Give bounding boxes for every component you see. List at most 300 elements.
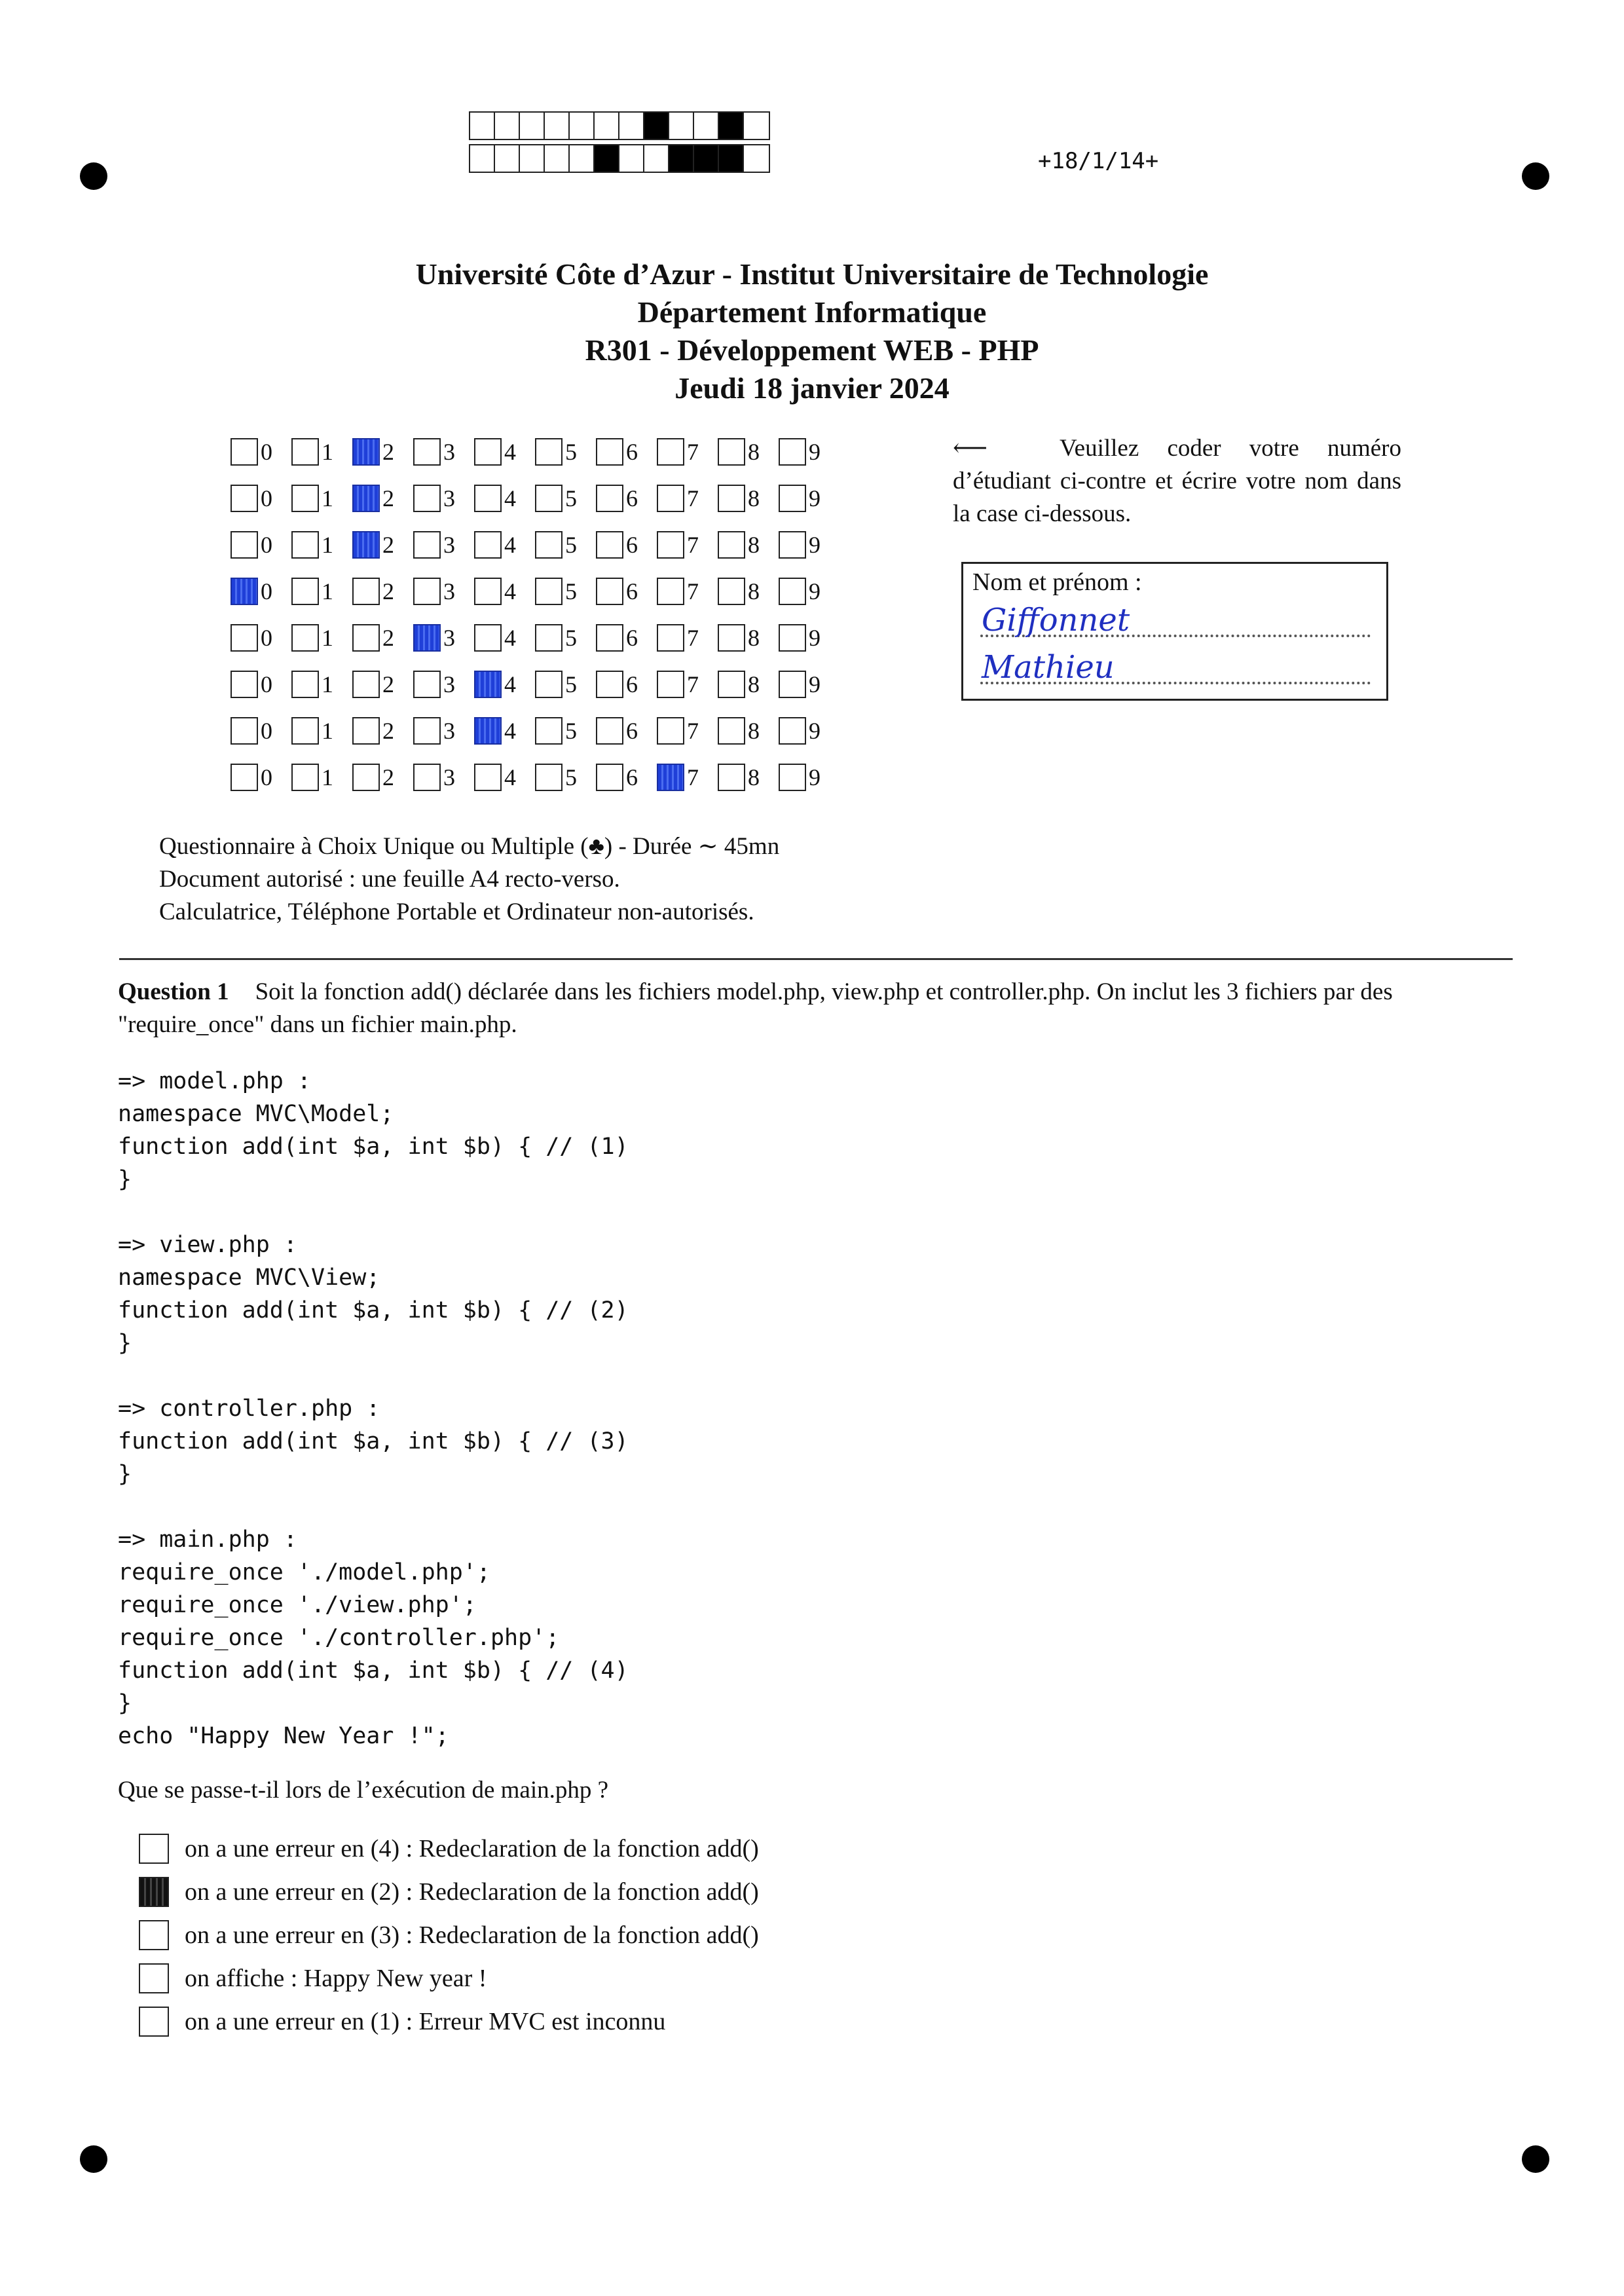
digit-label: 0 bbox=[261, 671, 272, 697]
digit-checkbox[interactable] bbox=[718, 438, 745, 466]
digit-label: 0 bbox=[261, 717, 272, 744]
answer-option[interactable] bbox=[139, 1957, 759, 2000]
barcode-cell bbox=[644, 145, 669, 172]
digit-label: 2 bbox=[382, 624, 394, 651]
digit-checkbox[interactable] bbox=[352, 764, 380, 791]
student-digit-row bbox=[231, 614, 840, 661]
registration-mark-bottom-left bbox=[80, 2145, 107, 2173]
digit-option[interactable] bbox=[596, 438, 657, 466]
digit-option[interactable] bbox=[231, 438, 291, 466]
answer-checkbox[interactable] bbox=[139, 1877, 169, 1907]
digit-label: 1 bbox=[322, 485, 333, 511]
digit-option[interactable] bbox=[779, 764, 840, 791]
digit-label: 7 bbox=[687, 671, 699, 697]
barcode-cell bbox=[470, 145, 495, 172]
digit-checkbox[interactable] bbox=[657, 485, 684, 512]
digit-label: 7 bbox=[687, 531, 699, 558]
digit-checkbox[interactable] bbox=[352, 624, 380, 652]
digit-checkbox[interactable] bbox=[718, 671, 745, 698]
digit-label: 3 bbox=[443, 578, 455, 604]
digit-checkbox[interactable] bbox=[535, 531, 563, 559]
digit-label: 3 bbox=[443, 438, 455, 465]
digit-checkbox[interactable] bbox=[535, 671, 563, 698]
digit-option[interactable] bbox=[291, 438, 352, 466]
digit-checkbox[interactable] bbox=[474, 717, 502, 745]
digit-checkbox[interactable] bbox=[596, 624, 623, 652]
digit-checkbox[interactable] bbox=[596, 578, 623, 605]
digit-checkbox[interactable] bbox=[535, 578, 563, 605]
barcode-cell bbox=[595, 113, 619, 139]
digit-label: 7 bbox=[687, 578, 699, 604]
digit-option[interactable] bbox=[779, 671, 840, 698]
digit-checkbox[interactable] bbox=[291, 485, 319, 512]
digit-option[interactable] bbox=[291, 671, 352, 698]
answer-label: on a une erreur en (2) : Redeclaration de la fonction add() bbox=[185, 1878, 759, 1906]
student-number-grid bbox=[231, 428, 840, 800]
digit-checkbox[interactable] bbox=[352, 578, 380, 605]
digit-checkbox[interactable] bbox=[291, 624, 319, 652]
digit-label: 6 bbox=[626, 624, 638, 651]
barcode-cell bbox=[719, 145, 744, 172]
digit-checkbox[interactable] bbox=[718, 764, 745, 791]
digit-label: 1 bbox=[322, 531, 333, 558]
digit-option[interactable] bbox=[779, 438, 840, 466]
digit-option[interactable] bbox=[413, 531, 474, 559]
barcode-cell bbox=[694, 145, 719, 172]
digit-option[interactable] bbox=[657, 671, 718, 698]
digit-checkbox[interactable] bbox=[474, 624, 502, 652]
exam-info-type: Questionnaire à Choix Unique ou Multiple (♣) - Durée ∼ 45mn bbox=[159, 833, 780, 860]
digit-option[interactable] bbox=[596, 717, 657, 745]
digit-option[interactable] bbox=[657, 764, 718, 791]
code-model: => model.php : namespace MVC\Model; function add(int $a, int $b) { // (1) } bbox=[118, 1068, 629, 1193]
digit-checkbox[interactable] bbox=[291, 578, 319, 605]
digit-checkbox[interactable] bbox=[657, 764, 684, 791]
digit-option[interactable] bbox=[657, 624, 718, 652]
digit-option[interactable] bbox=[291, 578, 352, 605]
digit-option[interactable] bbox=[352, 531, 413, 559]
digit-label: 8 bbox=[748, 531, 760, 558]
digit-option[interactable] bbox=[474, 624, 535, 652]
digit-label: 7 bbox=[687, 764, 699, 790]
digit-option[interactable] bbox=[291, 624, 352, 652]
digit-option[interactable] bbox=[535, 764, 596, 791]
digit-checkbox[interactable] bbox=[718, 485, 745, 512]
digit-option[interactable] bbox=[352, 717, 413, 745]
student-digit-row bbox=[231, 428, 840, 475]
barcode-cell bbox=[570, 113, 595, 139]
digit-label: 1 bbox=[322, 764, 333, 790]
digit-option[interactable] bbox=[413, 671, 474, 698]
digit-checkbox[interactable] bbox=[474, 578, 502, 605]
digit-option[interactable] bbox=[474, 764, 535, 791]
code-controller: => controller.php : function add(int $a, int $b) { // (3) } bbox=[118, 1396, 629, 1487]
digit-checkbox[interactable] bbox=[474, 764, 502, 791]
digit-option[interactable] bbox=[231, 764, 291, 791]
name-line-1 bbox=[972, 598, 1377, 644]
student-digit-row bbox=[231, 707, 840, 754]
digit-label: 3 bbox=[443, 764, 455, 790]
digit-label: 8 bbox=[748, 624, 760, 651]
digit-label: 6 bbox=[626, 671, 638, 697]
digit-checkbox[interactable] bbox=[231, 671, 258, 698]
digit-option[interactable] bbox=[352, 578, 413, 605]
digit-option[interactable] bbox=[779, 624, 840, 652]
digit-option[interactable] bbox=[291, 485, 352, 512]
digit-checkbox[interactable] bbox=[413, 717, 441, 745]
digit-option[interactable] bbox=[413, 717, 474, 745]
answer-checkbox[interactable] bbox=[139, 1834, 169, 1864]
digit-checkbox[interactable] bbox=[291, 531, 319, 559]
digit-option[interactable] bbox=[718, 531, 779, 559]
code-view: => view.php : namespace MVC\View; function add(int $a, int $b) { // (2) } bbox=[118, 1232, 629, 1356]
digit-checkbox[interactable] bbox=[657, 624, 684, 652]
digit-checkbox[interactable] bbox=[718, 717, 745, 745]
digit-checkbox[interactable] bbox=[596, 764, 623, 791]
header-date: Jeudi 18 janvier 2024 bbox=[674, 371, 950, 405]
digit-label: 5 bbox=[565, 671, 577, 697]
digit-label: 9 bbox=[809, 717, 821, 744]
digit-option[interactable] bbox=[718, 438, 779, 466]
digit-label: 8 bbox=[748, 764, 760, 790]
digit-option[interactable] bbox=[231, 485, 291, 512]
digit-option[interactable] bbox=[657, 578, 718, 605]
digit-option[interactable] bbox=[291, 531, 352, 559]
answer-option[interactable] bbox=[139, 2000, 759, 2043]
digit-label: 7 bbox=[687, 485, 699, 511]
answer-option[interactable] bbox=[139, 1870, 759, 1914]
digit-checkbox[interactable] bbox=[535, 624, 563, 652]
digit-checkbox[interactable] bbox=[779, 671, 806, 698]
digit-option[interactable] bbox=[596, 485, 657, 512]
digit-option[interactable] bbox=[596, 578, 657, 605]
exam-info bbox=[159, 830, 779, 929]
digit-checkbox[interactable] bbox=[779, 624, 806, 652]
digit-label: 1 bbox=[322, 624, 333, 651]
digit-option[interactable] bbox=[718, 764, 779, 791]
digit-checkbox[interactable] bbox=[596, 717, 623, 745]
barcode-cell bbox=[644, 113, 669, 139]
digit-option[interactable] bbox=[474, 717, 535, 745]
digit-checkbox[interactable] bbox=[779, 764, 806, 791]
registration-mark-bottom-right bbox=[1522, 2145, 1549, 2173]
barcode-cell bbox=[619, 145, 644, 172]
digit-label: 1 bbox=[322, 438, 333, 465]
digit-option[interactable] bbox=[413, 438, 474, 466]
barcode-cell bbox=[719, 113, 744, 139]
digit-checkbox[interactable] bbox=[779, 578, 806, 605]
digit-option[interactable] bbox=[231, 578, 291, 605]
digit-checkbox[interactable] bbox=[352, 485, 380, 512]
student-digit-row bbox=[231, 661, 840, 707]
digit-label: 9 bbox=[809, 485, 821, 511]
digit-label: 3 bbox=[443, 624, 455, 651]
barcode-cell bbox=[669, 113, 694, 139]
digit-label: 9 bbox=[809, 438, 821, 465]
registration-mark-top-right bbox=[1522, 162, 1549, 190]
barcode-row-2 bbox=[469, 144, 770, 173]
digit-checkbox[interactable] bbox=[231, 624, 258, 652]
digit-label: 4 bbox=[504, 624, 516, 651]
digit-label: 2 bbox=[382, 531, 394, 558]
exam-header bbox=[0, 255, 1624, 407]
barcode-row-1 bbox=[469, 111, 770, 140]
digit-option[interactable] bbox=[352, 438, 413, 466]
digit-label: 2 bbox=[382, 438, 394, 465]
digit-checkbox[interactable] bbox=[413, 671, 441, 698]
digit-checkbox[interactable] bbox=[413, 578, 441, 605]
digit-label: 6 bbox=[626, 485, 638, 511]
digit-option[interactable] bbox=[596, 671, 657, 698]
digit-label: 4 bbox=[504, 578, 516, 604]
digit-option[interactable] bbox=[352, 624, 413, 652]
digit-label: 9 bbox=[809, 671, 821, 697]
digit-checkbox[interactable] bbox=[413, 624, 441, 652]
digit-checkbox[interactable] bbox=[231, 438, 258, 466]
digit-label: 8 bbox=[748, 485, 760, 511]
digit-option[interactable] bbox=[596, 531, 657, 559]
answer-option[interactable] bbox=[139, 1827, 759, 1870]
digit-option[interactable] bbox=[718, 485, 779, 512]
digit-option[interactable] bbox=[291, 717, 352, 745]
digit-checkbox[interactable] bbox=[596, 531, 623, 559]
digit-checkbox[interactable] bbox=[352, 438, 380, 466]
digit-option[interactable] bbox=[657, 485, 718, 512]
digit-label: 5 bbox=[565, 717, 577, 744]
digit-label: 8 bbox=[748, 438, 760, 465]
student-digit-row bbox=[231, 475, 840, 521]
barcode-cell bbox=[669, 145, 694, 172]
digit-option[interactable] bbox=[779, 485, 840, 512]
digit-label: 9 bbox=[809, 531, 821, 558]
digit-label: 5 bbox=[565, 531, 577, 558]
digit-label: 1 bbox=[322, 578, 333, 604]
barcode-cell bbox=[619, 113, 644, 139]
digit-label: 0 bbox=[261, 438, 272, 465]
digit-label: 7 bbox=[687, 624, 699, 651]
header-department: Département Informatique bbox=[637, 295, 987, 329]
digit-label: 0 bbox=[261, 531, 272, 558]
digit-label: 4 bbox=[504, 438, 516, 465]
digit-option[interactable] bbox=[352, 671, 413, 698]
digit-checkbox[interactable] bbox=[657, 438, 684, 466]
digit-option[interactable] bbox=[474, 485, 535, 512]
digit-label: 8 bbox=[748, 578, 760, 604]
digit-option[interactable] bbox=[231, 624, 291, 652]
digit-label: 4 bbox=[504, 531, 516, 558]
digit-label: 2 bbox=[382, 764, 394, 790]
digit-checkbox[interactable] bbox=[657, 671, 684, 698]
digit-option[interactable] bbox=[779, 531, 840, 559]
digit-checkbox[interactable] bbox=[291, 764, 319, 791]
digit-label: 9 bbox=[809, 764, 821, 790]
digit-checkbox[interactable] bbox=[779, 438, 806, 466]
digit-option[interactable] bbox=[474, 438, 535, 466]
digit-label: 3 bbox=[443, 671, 455, 697]
digit-checkbox[interactable] bbox=[231, 717, 258, 745]
digit-checkbox[interactable] bbox=[413, 485, 441, 512]
digit-option[interactable] bbox=[596, 764, 657, 791]
answer-option[interactable] bbox=[139, 1914, 759, 1957]
digit-checkbox[interactable] bbox=[231, 485, 258, 512]
code-main: => main.php : require_once './model.php'; require_once './view.php'; require_once './controller.php'; function add(int $a, int $b) { // (4) } echo "Happy New Year !"; bbox=[118, 1527, 629, 1749]
digit-label: 3 bbox=[443, 485, 455, 511]
digit-checkbox[interactable] bbox=[779, 717, 806, 745]
digit-option[interactable] bbox=[718, 578, 779, 605]
digit-label: 2 bbox=[382, 578, 394, 604]
barcode-cell bbox=[545, 145, 570, 172]
digit-checkbox[interactable] bbox=[291, 438, 319, 466]
name-box-label: Nom et prénom : bbox=[972, 568, 1142, 596]
barcode-cell bbox=[570, 145, 595, 172]
digit-option[interactable] bbox=[352, 485, 413, 512]
digit-option[interactable] bbox=[535, 578, 596, 605]
digit-checkbox[interactable] bbox=[779, 531, 806, 559]
digit-checkbox[interactable] bbox=[413, 531, 441, 559]
handwritten-first-name: Mathieu bbox=[982, 649, 1115, 686]
digit-option[interactable] bbox=[535, 485, 596, 512]
digit-option[interactable] bbox=[718, 671, 779, 698]
digit-option[interactable] bbox=[779, 717, 840, 745]
answer-label: on affiche : Happy New year ! bbox=[185, 1965, 487, 1992]
name-line-2 bbox=[972, 645, 1377, 691]
digit-label: 9 bbox=[809, 624, 821, 651]
digit-option[interactable] bbox=[657, 717, 718, 745]
digit-option[interactable] bbox=[231, 531, 291, 559]
digit-checkbox[interactable] bbox=[535, 764, 563, 791]
answer-checkbox[interactable] bbox=[139, 1920, 169, 1950]
digit-checkbox[interactable] bbox=[474, 671, 502, 698]
digit-checkbox[interactable] bbox=[352, 717, 380, 745]
digit-label: 2 bbox=[382, 671, 394, 697]
digit-option[interactable] bbox=[779, 578, 840, 605]
digit-option[interactable] bbox=[535, 671, 596, 698]
name-box[interactable] bbox=[961, 562, 1388, 701]
digit-checkbox[interactable] bbox=[535, 438, 563, 466]
divider bbox=[119, 958, 1513, 960]
digit-option[interactable] bbox=[231, 671, 291, 698]
digit-option[interactable] bbox=[474, 578, 535, 605]
digit-checkbox[interactable] bbox=[657, 531, 684, 559]
digit-option[interactable] bbox=[657, 531, 718, 559]
digit-label: 8 bbox=[748, 717, 760, 744]
digit-option[interactable] bbox=[474, 531, 535, 559]
digit-option[interactable] bbox=[535, 438, 596, 466]
digit-label: 4 bbox=[504, 671, 516, 697]
digit-checkbox[interactable] bbox=[413, 438, 441, 466]
digit-checkbox[interactable] bbox=[718, 578, 745, 605]
digit-checkbox[interactable] bbox=[657, 578, 684, 605]
digit-checkbox[interactable] bbox=[231, 531, 258, 559]
digit-option[interactable] bbox=[718, 624, 779, 652]
digit-option[interactable] bbox=[352, 764, 413, 791]
barcode-cell bbox=[520, 145, 545, 172]
digit-checkbox[interactable] bbox=[718, 531, 745, 559]
question-title: Question 1 bbox=[118, 978, 229, 1005]
digit-label: 7 bbox=[687, 717, 699, 744]
digit-checkbox[interactable] bbox=[352, 531, 380, 559]
student-digit-row bbox=[231, 754, 840, 800]
digit-checkbox[interactable] bbox=[596, 438, 623, 466]
digit-option[interactable] bbox=[474, 671, 535, 698]
digit-checkbox[interactable] bbox=[231, 578, 258, 605]
digit-option[interactable] bbox=[535, 531, 596, 559]
digit-checkbox[interactable] bbox=[474, 485, 502, 512]
digit-checkbox[interactable] bbox=[291, 717, 319, 745]
answer-checkbox[interactable] bbox=[139, 2007, 169, 2037]
digit-option[interactable] bbox=[291, 764, 352, 791]
digit-checkbox[interactable] bbox=[352, 671, 380, 698]
digit-checkbox[interactable] bbox=[474, 438, 502, 466]
barcode-cell bbox=[470, 113, 495, 139]
instructions bbox=[953, 432, 1401, 530]
digit-option[interactable] bbox=[535, 717, 596, 745]
digit-checkbox[interactable] bbox=[231, 764, 258, 791]
digit-option[interactable] bbox=[413, 764, 474, 791]
digit-label: 2 bbox=[382, 485, 394, 511]
digit-label: 5 bbox=[565, 485, 577, 511]
digit-label: 0 bbox=[261, 624, 272, 651]
digit-option[interactable] bbox=[718, 717, 779, 745]
digit-label: 6 bbox=[626, 717, 638, 744]
digit-option[interactable] bbox=[413, 624, 474, 652]
barcode-cell bbox=[495, 145, 520, 172]
digit-label: 6 bbox=[626, 531, 638, 558]
digit-checkbox[interactable] bbox=[535, 717, 563, 745]
digit-label: 0 bbox=[261, 764, 272, 790]
digit-label: 1 bbox=[322, 671, 333, 697]
digit-checkbox[interactable] bbox=[718, 624, 745, 652]
question-prompt: Que se passe-t-il lors de l’exécution de main.php ? bbox=[118, 1777, 609, 1804]
barcode-cell bbox=[744, 145, 769, 172]
digit-checkbox[interactable] bbox=[413, 764, 441, 791]
digit-label: 8 bbox=[748, 671, 760, 697]
header-course: R301 - Développement WEB - PHP bbox=[585, 333, 1039, 367]
digit-label: 4 bbox=[504, 764, 516, 790]
digit-option[interactable] bbox=[535, 624, 596, 652]
digit-label: 9 bbox=[809, 578, 821, 604]
answer-label: on a une erreur en (4) : Redeclaration de la fonction add() bbox=[185, 1835, 759, 1862]
barcode-cell bbox=[520, 113, 545, 139]
digit-option[interactable] bbox=[413, 485, 474, 512]
exam-info-devices: Calculatrice, Téléphone Portable et Ordinateur non-autorisés. bbox=[159, 898, 754, 925]
digit-option[interactable] bbox=[657, 438, 718, 466]
digit-option[interactable] bbox=[413, 578, 474, 605]
instructions-text: Veuillez coder votre numéro d’étudiant ci-contre et écrire votre nom dans la case ci-dessous. bbox=[953, 435, 1401, 527]
digit-label: 3 bbox=[443, 717, 455, 744]
digit-checkbox[interactable] bbox=[596, 671, 623, 698]
header-university: Université Côte d’Azur - Institut Universitaire de Technologie bbox=[415, 257, 1209, 291]
registration-mark-top-left bbox=[80, 162, 107, 190]
digit-checkbox[interactable] bbox=[291, 671, 319, 698]
digit-label: 6 bbox=[626, 578, 638, 604]
digit-label: 6 bbox=[626, 764, 638, 790]
digit-checkbox[interactable] bbox=[596, 485, 623, 512]
digit-label: 4 bbox=[504, 717, 516, 744]
barcode-cell bbox=[744, 113, 769, 139]
digit-checkbox[interactable] bbox=[535, 485, 563, 512]
digit-checkbox[interactable] bbox=[657, 717, 684, 745]
digit-checkbox[interactable] bbox=[779, 485, 806, 512]
digit-label: 6 bbox=[626, 438, 638, 465]
digit-option[interactable] bbox=[231, 717, 291, 745]
answer-checkbox[interactable] bbox=[139, 1963, 169, 1993]
digit-checkbox[interactable] bbox=[474, 531, 502, 559]
barcode-cell bbox=[545, 113, 570, 139]
answer-list bbox=[139, 1827, 759, 2043]
digit-option[interactable] bbox=[596, 624, 657, 652]
digit-label: 0 bbox=[261, 485, 272, 511]
